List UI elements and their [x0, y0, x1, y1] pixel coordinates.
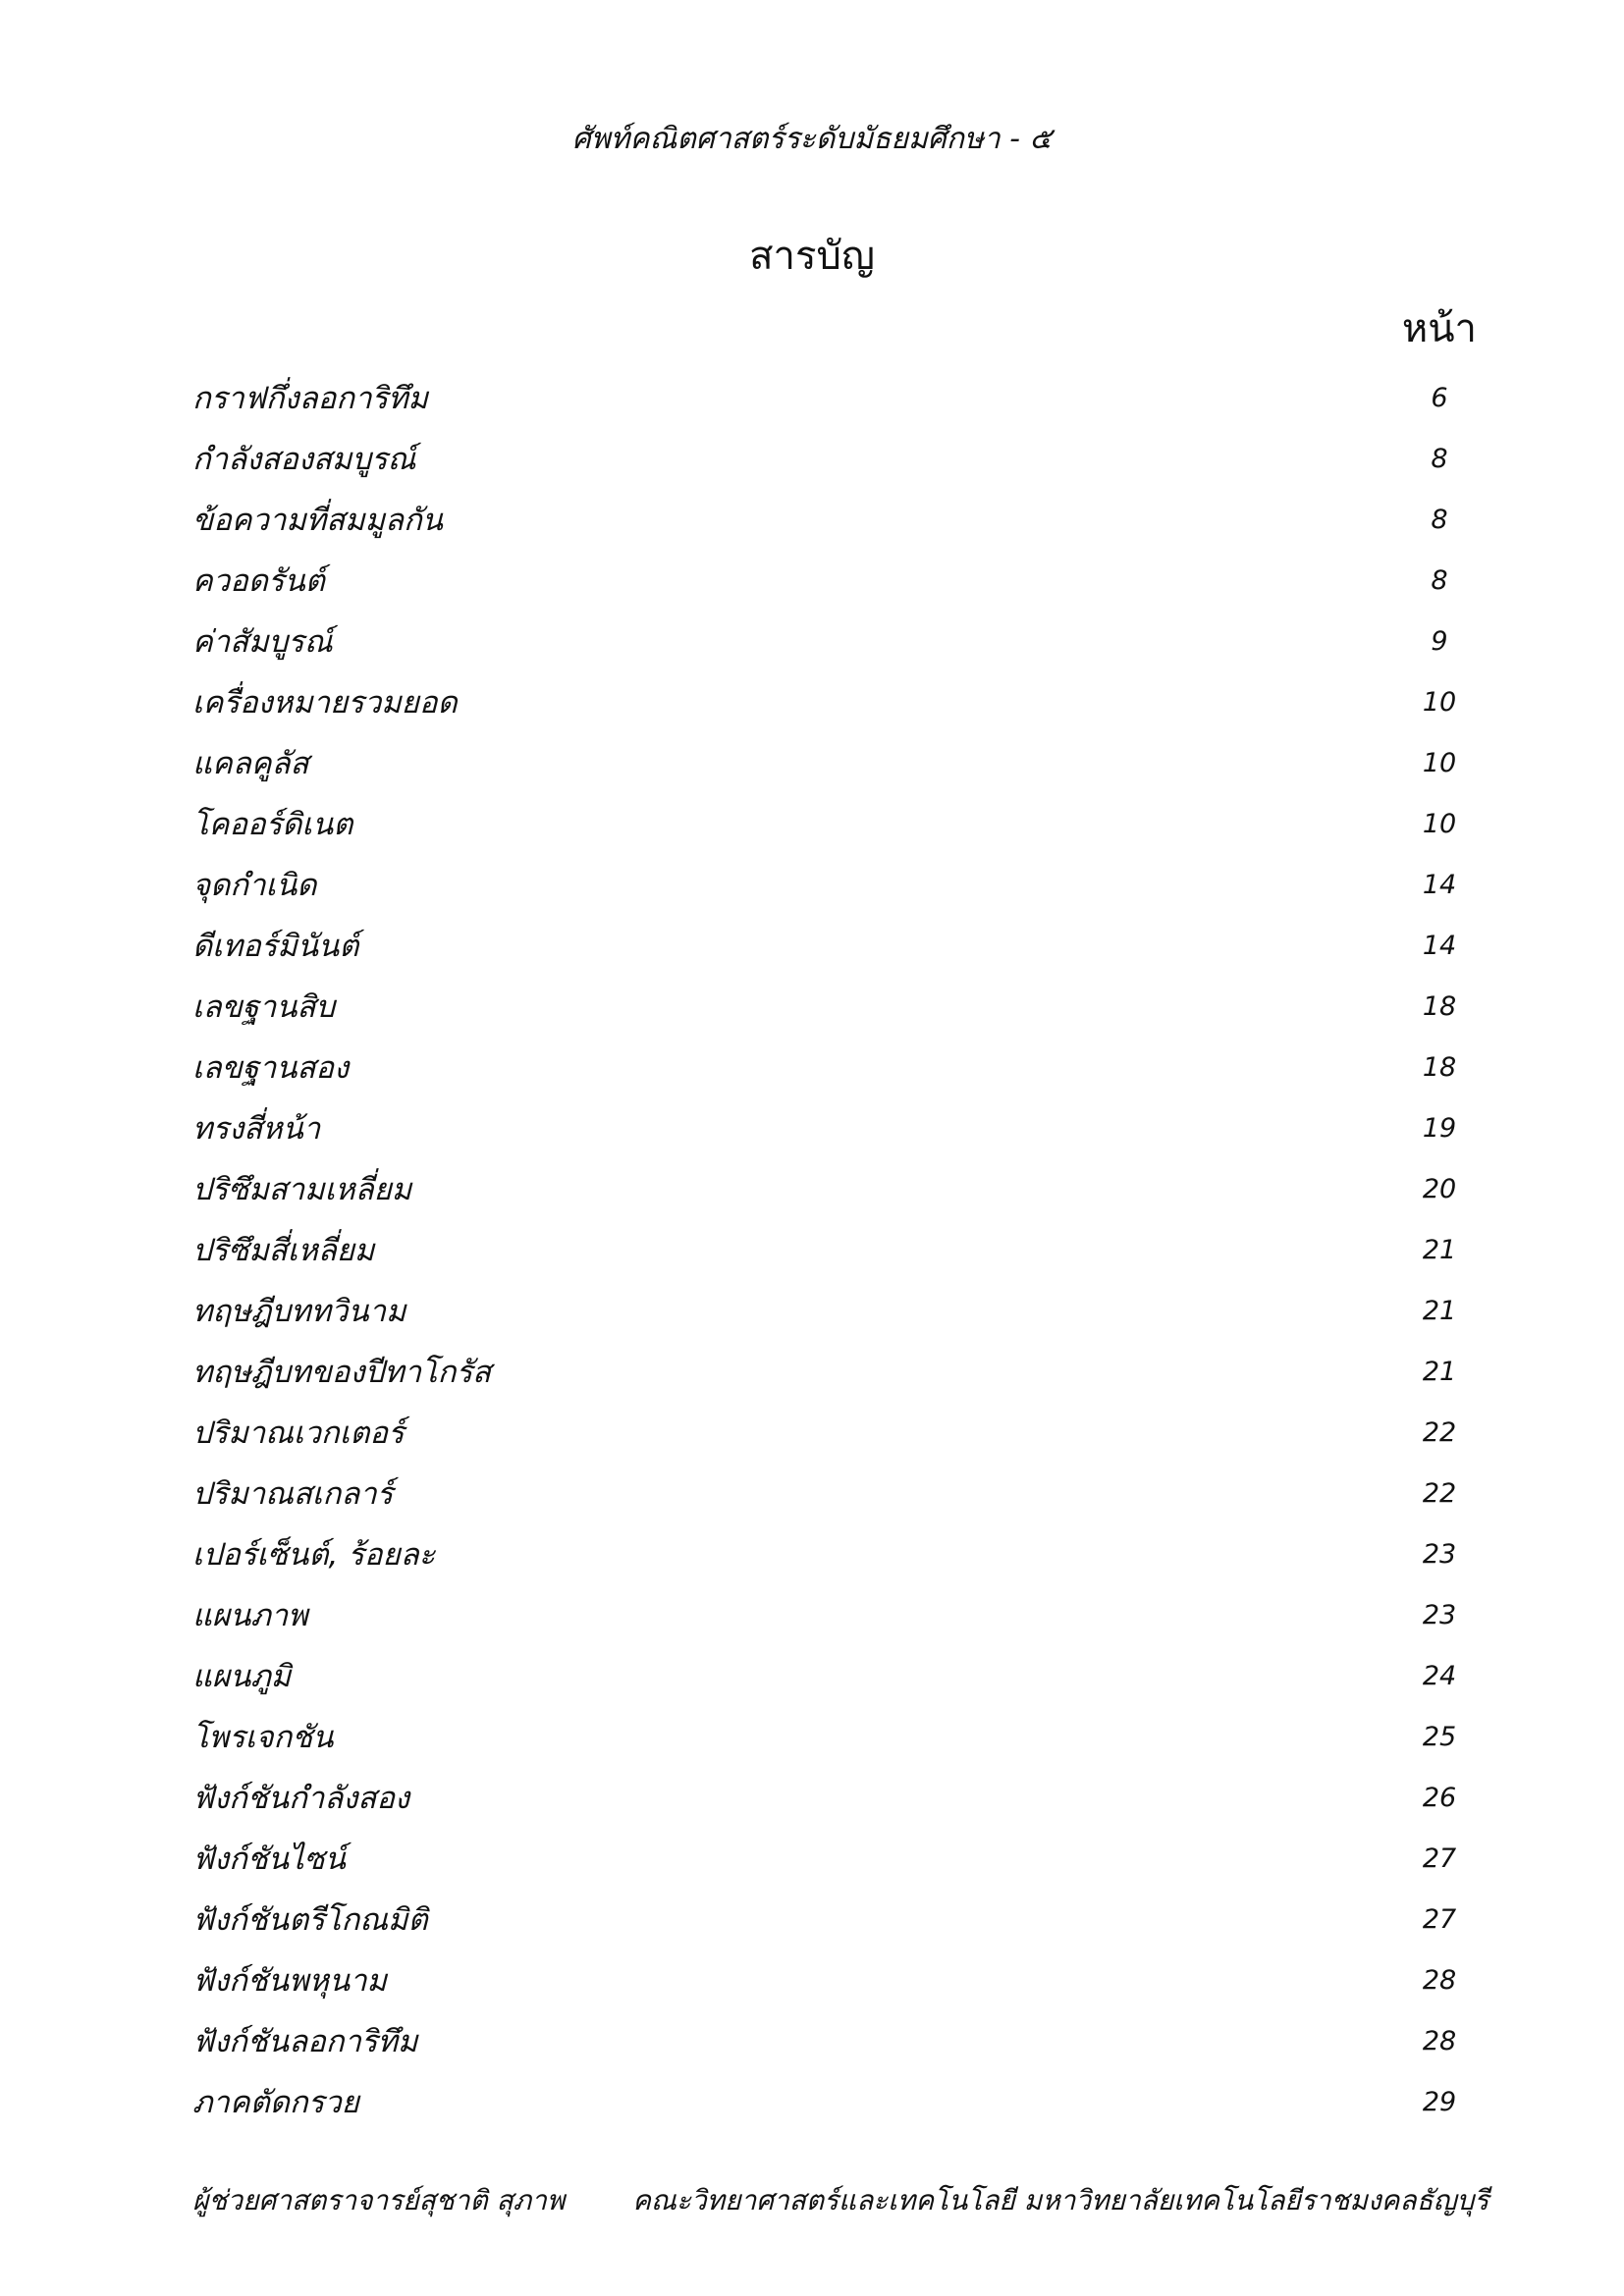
- toc-entry-term: ฟังก์ชันตรีโกณมิติ: [192, 1902, 428, 1938]
- toc-entry-page-number: 21: [1422, 1357, 1457, 1387]
- toc-entry: [192, 1585, 1489, 1646]
- toc-entry: [192, 855, 1489, 916]
- toc-entry-term: ฟังก์ชันไซน์: [192, 1842, 346, 1877]
- toc-entry: [192, 1098, 1489, 1159]
- toc-entry-page-number: 8: [1431, 444, 1448, 474]
- toc-entry: [192, 1403, 1489, 1464]
- toc-entry: [192, 1281, 1489, 1342]
- toc-entry-page-number: 14: [1422, 870, 1457, 900]
- toc-entry-term: ปริซึมสามเหลี่ยม: [192, 1172, 412, 1207]
- toc-entry-term: เลขฐานสอง: [192, 1050, 350, 1086]
- toc-entry-page-number: 29: [1422, 2087, 1457, 2117]
- toc-entry: [192, 551, 1489, 612]
- toc-entry: [192, 916, 1489, 977]
- toc-entry-term: ควอดรันต์: [192, 563, 325, 599]
- toc-entry-page-number: 22: [1422, 1417, 1457, 1448]
- toc-list: [192, 368, 1489, 2133]
- toc-entry-term: แผนภูมิ: [192, 1659, 292, 1694]
- footer-author: ผู้ช่วยศาสตราจารย์สุชาติ สุภาพ: [192, 2184, 566, 2216]
- toc-entry: [192, 368, 1489, 429]
- footer: [192, 2179, 1508, 2222]
- toc-entry: [192, 2072, 1489, 2133]
- toc-entry: [192, 2011, 1489, 2072]
- toc-entry: [192, 1707, 1489, 1768]
- toc-entry-page-number: 23: [1422, 1600, 1457, 1630]
- toc-entry-term: แคลคูลัส: [192, 746, 309, 781]
- toc-entry-term: แผนภาพ: [192, 1598, 308, 1633]
- toc-entry-term: ข้อความที่สมมูลกัน: [192, 503, 443, 538]
- toc-entry: [192, 1464, 1489, 1524]
- toc-entry-page-number: 27: [1422, 1843, 1457, 1874]
- toc-entry: [192, 1829, 1489, 1890]
- toc-entry-term: ทฤษฎีบทของปีทาโกรัส: [192, 1355, 492, 1390]
- toc-entry-term: ปริมาณสเกลาร์: [192, 1476, 394, 1512]
- toc-entry-page-number: 24: [1422, 1661, 1457, 1691]
- toc-entry-page-number: 8: [1431, 505, 1448, 535]
- toc-entry-page-number: 25: [1422, 1722, 1457, 1752]
- toc-entry-page-number: 28: [1422, 2026, 1457, 2056]
- running-header: ศัพท์คณิตศาสตร์ระดับมัธยมศึกษา - ๕: [571, 122, 1053, 156]
- toc-entry: [192, 1646, 1489, 1707]
- toc-entry-term: ฟังก์ชันพหุนาม: [192, 1963, 387, 1999]
- toc-entry: [192, 1159, 1489, 1220]
- toc-entry-page-number: 27: [1422, 1904, 1457, 1935]
- toc-entry: [192, 612, 1489, 672]
- toc-entry-term: ดีเทอร์มินันต์: [192, 929, 359, 964]
- toc-entry: [192, 733, 1489, 794]
- toc-entry-term: เลขฐานสิบ: [192, 989, 336, 1025]
- toc-entry-page-number: 8: [1431, 565, 1448, 596]
- toc-entry-term: ทรงสี่หน้า: [192, 1111, 321, 1147]
- toc-entry-term: โคออร์ดิเนต: [192, 807, 353, 842]
- toc-entry: [192, 1524, 1489, 1585]
- toc-entry-term: ภาคตัดกรวย: [192, 2085, 359, 2120]
- toc-entry: [192, 1890, 1489, 1950]
- toc-entry: [192, 429, 1489, 490]
- toc-entry-page-number: 28: [1422, 1965, 1457, 1996]
- toc-entry-term: เครื่องหมายรวมยอด: [192, 685, 458, 721]
- toc-entry: [192, 977, 1489, 1038]
- toc-entry-page-number: 10: [1422, 748, 1457, 778]
- toc-entry: [192, 1342, 1489, 1403]
- toc-entry: [192, 1768, 1489, 1829]
- toc-entry-term: ทฤษฎีบททวินาม: [192, 1294, 406, 1329]
- toc-entry-page-number: 10: [1422, 809, 1457, 839]
- toc-entry-term: ฟังก์ชันลอการิทึม: [192, 2024, 418, 2059]
- toc-entry-page-number: 18: [1422, 1052, 1457, 1083]
- toc-entry-page-number: 19: [1422, 1113, 1457, 1144]
- toc-entry-term: ปริมาณเวกเตอร์: [192, 1415, 405, 1451]
- toc-title: สารบัญ: [749, 234, 875, 279]
- toc-entry-page-number: 26: [1422, 1783, 1457, 1813]
- page-column-label: หน้า: [1401, 306, 1477, 351]
- toc-entry-page-number: 6: [1431, 383, 1448, 413]
- toc-entry-term: เปอร์เซ็นต์, ร้อยละ: [192, 1537, 436, 1573]
- toc-entry-term: โพรเจกชัน: [192, 1720, 334, 1755]
- toc-entry-page-number: 9: [1431, 626, 1448, 657]
- toc-entry: [192, 1038, 1489, 1098]
- toc-entry-term: กราฟกึ่งลอการิทึม: [192, 381, 428, 416]
- toc-entry-term: กำลังสองสมบูรณ์: [192, 442, 416, 477]
- toc-entry-page-number: 18: [1422, 991, 1457, 1022]
- toc-entry-term: ฟังก์ชันกำลังสอง: [192, 1781, 410, 1816]
- toc-entry-page-number: 23: [1422, 1539, 1457, 1570]
- toc-entry: [192, 794, 1489, 855]
- toc-entry-term: ปริซึมสี่เหลี่ยม: [192, 1233, 375, 1268]
- toc-entry-page-number: 22: [1422, 1478, 1457, 1509]
- toc-entry-page-number: 20: [1422, 1174, 1457, 1204]
- toc-entry-page-number: 14: [1422, 931, 1457, 961]
- toc-entry-page-number: 10: [1422, 687, 1457, 718]
- toc-entry: [192, 1950, 1489, 2011]
- toc-entry-page-number: 21: [1422, 1296, 1457, 1326]
- toc-entry: [192, 672, 1489, 733]
- toc-entry-term: จุดกำเนิด: [192, 868, 317, 903]
- toc-entry-term: ค่าสัมบูรณ์: [192, 624, 333, 660]
- toc-entry: [192, 1220, 1489, 1281]
- footer-affiliation: คณะวิทยาศาสตร์และเทคโนโลยี มหาวิทยาลัยเทคโนโลยีราชมงคลธัญบุรี: [632, 2184, 1489, 2216]
- toc-entry: [192, 490, 1489, 551]
- toc-entry-page-number: 21: [1422, 1235, 1457, 1265]
